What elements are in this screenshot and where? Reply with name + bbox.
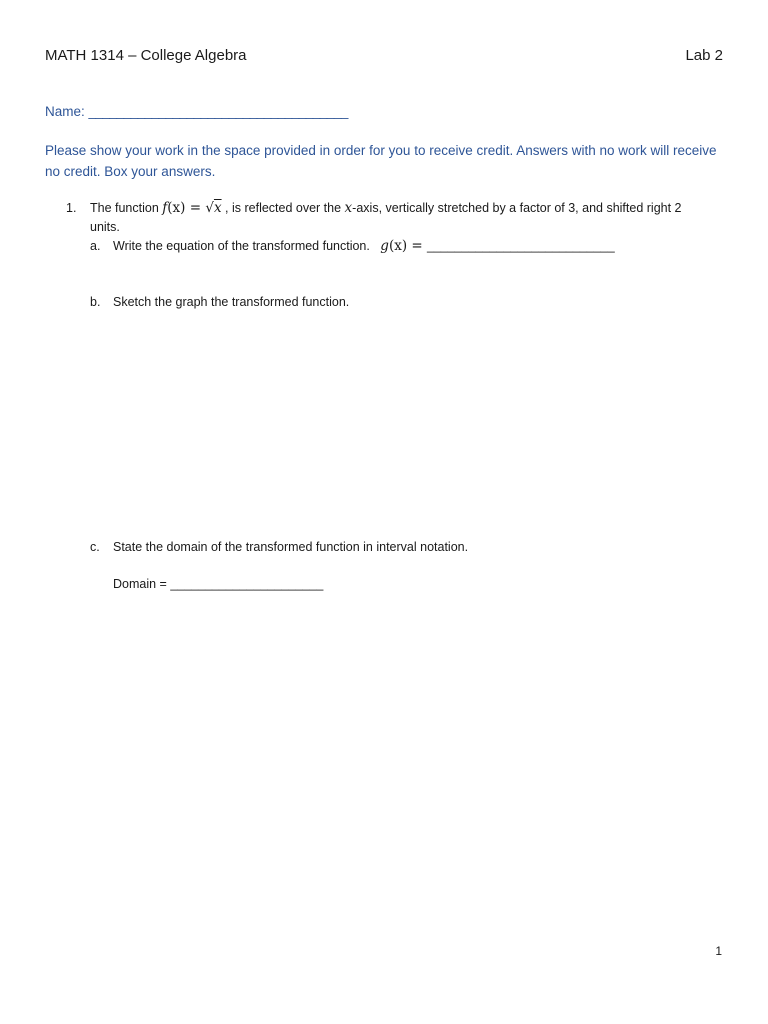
- q1-func-name: f: [162, 200, 168, 216]
- part-a-func: g: [380, 238, 389, 254]
- domain-blank[interactable]: ______________________: [170, 577, 324, 591]
- lab-title: Lab 2: [685, 47, 723, 64]
- domain-label: Domain =: [113, 577, 171, 591]
- q1-text-mid: , is reflected over the: [221, 201, 345, 215]
- sqrt-symbol: √: [205, 200, 214, 216]
- question-1-continuation: units.: [90, 220, 120, 234]
- part-c-letter: c.: [90, 540, 100, 554]
- q1-text-after: -axis, vertically stretched by a factor of 3, and shifted right 2: [352, 201, 682, 215]
- q1-axis-var: x: [344, 200, 353, 216]
- part-b-text: Sketch the graph the transformed function.: [113, 295, 350, 309]
- page-number: 1: [715, 944, 722, 958]
- q1-func-arg: (x) =: [167, 200, 206, 216]
- question-1-number: 1.: [66, 201, 77, 215]
- domain-field: [113, 577, 323, 591]
- part-a-blank[interactable]: ___________________________: [427, 239, 615, 253]
- q1-text-before: The function: [90, 201, 159, 215]
- part-c-text: State the domain of the transformed function in interval notation.: [113, 540, 469, 554]
- question-1-text: [90, 200, 682, 216]
- part-b-letter: b.: [90, 295, 101, 309]
- part-a-prompt: Write the equation of the transformed function.: [113, 239, 370, 253]
- name-blank[interactable]: _____________________________________: [88, 104, 348, 119]
- q1-sqrt-var: x: [213, 200, 222, 216]
- part-a-letter: a.: [90, 239, 101, 253]
- part-a-func-arg: (x) =: [388, 238, 427, 254]
- part-a-text: [113, 238, 615, 254]
- name-label: Name:: [45, 104, 85, 119]
- instructions: Please show your work in the space provided in order for you to receive credit. Answers with no work will receive no credit. Box your answers.: [45, 143, 717, 179]
- name-field: [45, 104, 348, 119]
- course-title: MATH 1314 – College Algebra: [45, 47, 247, 64]
